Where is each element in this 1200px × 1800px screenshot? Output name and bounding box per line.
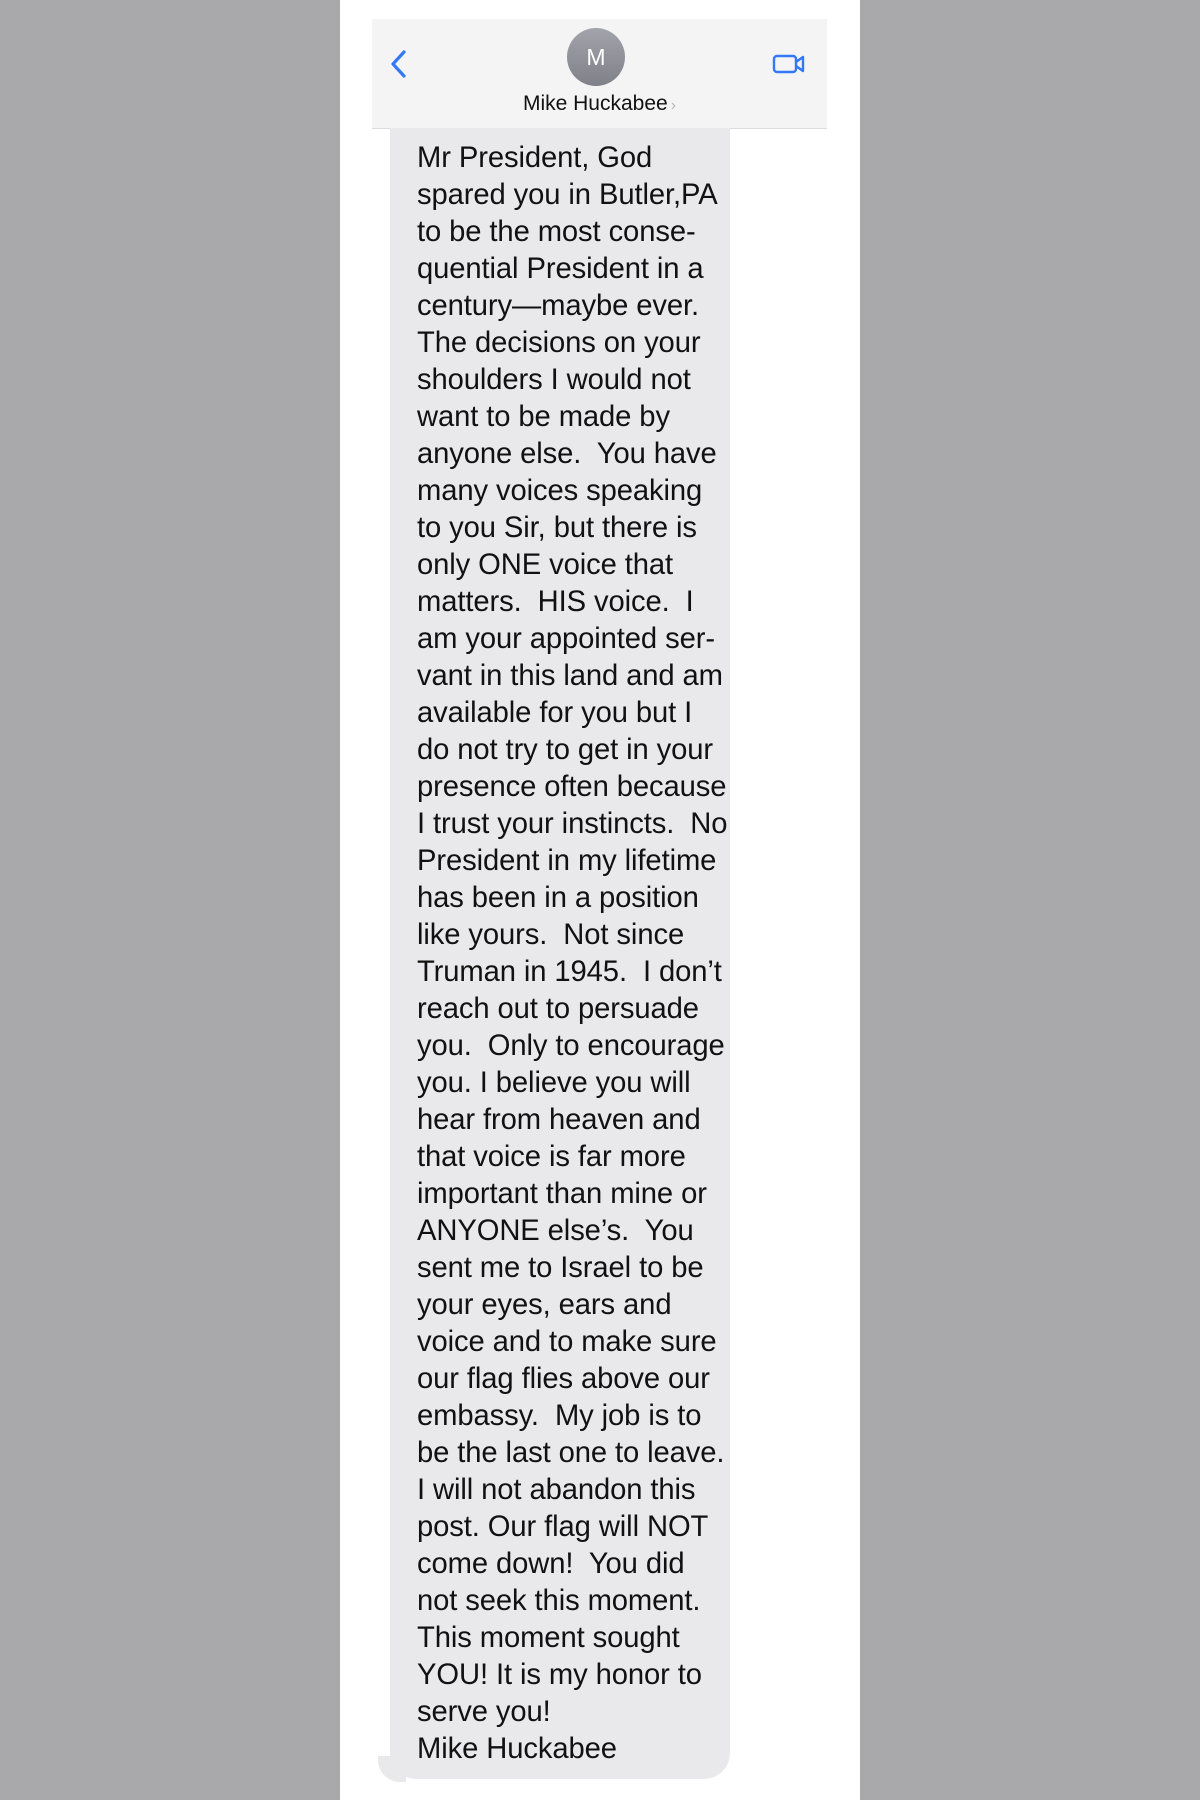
conversation-header <box>372 19 827 129</box>
message-line: Mr President, God <box>417 142 653 174</box>
message-line: I will not abandon this <box>417 1474 696 1506</box>
contact-name-button[interactable] <box>372 92 827 116</box>
message-line: quential President in a <box>417 253 704 285</box>
message-line: not seek this moment. <box>417 1585 701 1617</box>
message-line: sent me to Israel to be <box>417 1252 704 1284</box>
facetime-video-button[interactable] <box>772 52 806 76</box>
message-line: be the last one to leave. <box>417 1437 725 1469</box>
message-line: you. Only to encourage <box>417 1030 725 1062</box>
contact-name: Mike Huckabee <box>522 92 668 115</box>
message-line: your eyes, ears and <box>417 1289 672 1321</box>
message-line: am your appointed ser- <box>417 623 715 655</box>
contact-chevron-icon: › <box>670 97 677 114</box>
message-line: voice and to make sure <box>417 1326 717 1358</box>
message-line: important than mine or <box>417 1178 707 1210</box>
message-line: anyone else. You have <box>417 438 717 470</box>
message-line: post. Our flag will NOT <box>417 1511 709 1543</box>
message-line: come down! You did <box>417 1548 685 1580</box>
message-line: presence often because <box>417 771 727 803</box>
message-line: has been in a position <box>417 882 699 914</box>
message-line: YOU! It is my honor to <box>417 1659 702 1691</box>
message-bubble[interactable] <box>390 128 730 1779</box>
message-line: you. I believe you will <box>417 1067 691 1099</box>
message-line: many voices speaking <box>417 475 703 507</box>
message-line: do not try to get in your <box>417 734 714 766</box>
message-line: This moment sought <box>417 1622 680 1654</box>
message-line: shoulders I would not <box>417 364 691 396</box>
message-line: to be the most conse- <box>417 216 696 248</box>
message-line: President in my lifetime <box>417 845 717 877</box>
message-line: available for you but I <box>417 697 693 729</box>
chevron-left-icon <box>388 49 412 79</box>
message-line: ANYONE else’s. You <box>417 1215 694 1247</box>
contact-avatar[interactable] <box>567 28 625 86</box>
back-button[interactable] <box>388 49 412 79</box>
messages-screen <box>340 0 860 1800</box>
message-line: embassy. My job is to <box>417 1400 702 1432</box>
message-line: century—maybe ever. <box>417 290 699 322</box>
message-line: Truman in 1945. I don’t <box>417 956 722 988</box>
message-line: matters. HIS voice. I <box>417 586 694 618</box>
message-line: The decisions on your <box>417 327 701 359</box>
message-line: Mike Huckabee <box>417 1733 617 1765</box>
message-line: to you Sir, but there is <box>417 512 697 544</box>
video-camera-icon <box>772 52 806 76</box>
message-line: hear from heaven and <box>417 1104 701 1136</box>
message-line: want to be made by <box>417 401 670 433</box>
message-line: serve you! <box>417 1696 551 1728</box>
message-line: I trust your instincts. No <box>417 808 728 840</box>
avatar-initial: M <box>586 43 606 70</box>
message-line: vant in this land and am <box>417 660 723 692</box>
message-line: spared you in Butler,PA <box>417 179 718 211</box>
message-line: that voice is far more <box>417 1141 686 1173</box>
message-line: our flag flies above our <box>417 1363 710 1395</box>
message-line: reach out to persuade <box>417 993 699 1025</box>
message-line: only ONE voice that <box>417 549 674 581</box>
message-line: like yours. Not since <box>417 919 685 951</box>
